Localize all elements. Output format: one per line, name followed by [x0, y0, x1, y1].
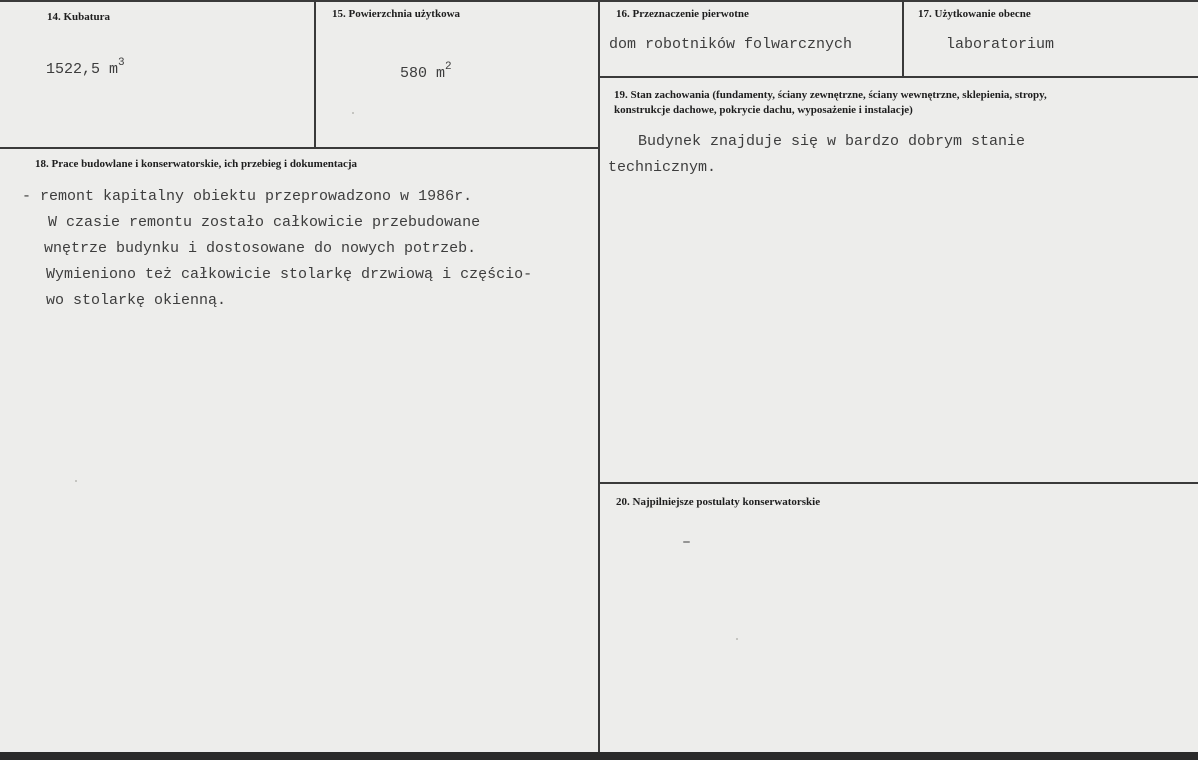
- field-14-value: 1522,5 $m^3$: [46, 57, 125, 78]
- field-16-value: dom robotników folwarcznych: [609, 36, 853, 53]
- field-20-value: –: [682, 534, 692, 551]
- text-line: Wymieniono też całkowicie stolarkę drzwiową i częścio-: [46, 266, 533, 283]
- text-line: W czasie remontu zostało całkowicie przebudowane: [48, 214, 481, 231]
- text-line: wnętrze budynku i dostosowane do nowych potrzeb.: [44, 240, 477, 257]
- field-19-text: [608, 129, 1025, 181]
- paper-speck: [352, 112, 354, 114]
- field-17-label: 17. Użytkowanie obecne: [918, 8, 1031, 20]
- field-17-value: laboratorium: [946, 36, 1055, 53]
- scan-border: [0, 752, 1198, 760]
- field-15-value: 580 $m^2$: [400, 61, 452, 82]
- text-line: technicznym.: [608, 159, 717, 176]
- field-16-label: 16. Przeznaczenie pierwotne: [616, 8, 749, 20]
- divider: [600, 482, 1198, 484]
- divider: [600, 76, 1198, 78]
- field-19-label: [614, 88, 1184, 118]
- divider: [902, 0, 904, 77]
- unit-exponent: 3: [118, 57, 125, 69]
- field-18-text: [22, 184, 532, 314]
- text-line: wo stolarkę okienną.: [46, 292, 227, 309]
- divider: [314, 0, 316, 148]
- unit-exponent: 2: [445, 61, 452, 73]
- field-19-label-line1: 19. Stan zachowania (fundamenty, ściany zewnętrzne, ściany wewnętrzne, sklepienia, stropy,: [614, 89, 1047, 101]
- paper-speck: [75, 480, 77, 482]
- field-18-label: 18. Prace budowlane i konserwatorskie, ich przebieg i dokumentacja: [35, 158, 358, 170]
- field-14-label: 14. Kubatura: [47, 11, 110, 23]
- divider: [0, 147, 600, 149]
- field-19-label-line2: konstrukcje dachowe, pokrycie dachu, wyposażenie i instalacje): [614, 104, 913, 116]
- paper-speck: [736, 638, 738, 640]
- divider: [598, 0, 600, 752]
- text-line: - remont kapitalny obiektu przeprowadzono w 1986r.: [22, 188, 473, 205]
- field-15-label: 15. Powierzchnia użytkowa: [332, 8, 461, 20]
- text-line: Budynek znajduje się w bardzo dobrym stanie: [638, 133, 1026, 150]
- field-20-label: 20. Najpilniejsze postulaty konserwatorskie: [616, 496, 821, 508]
